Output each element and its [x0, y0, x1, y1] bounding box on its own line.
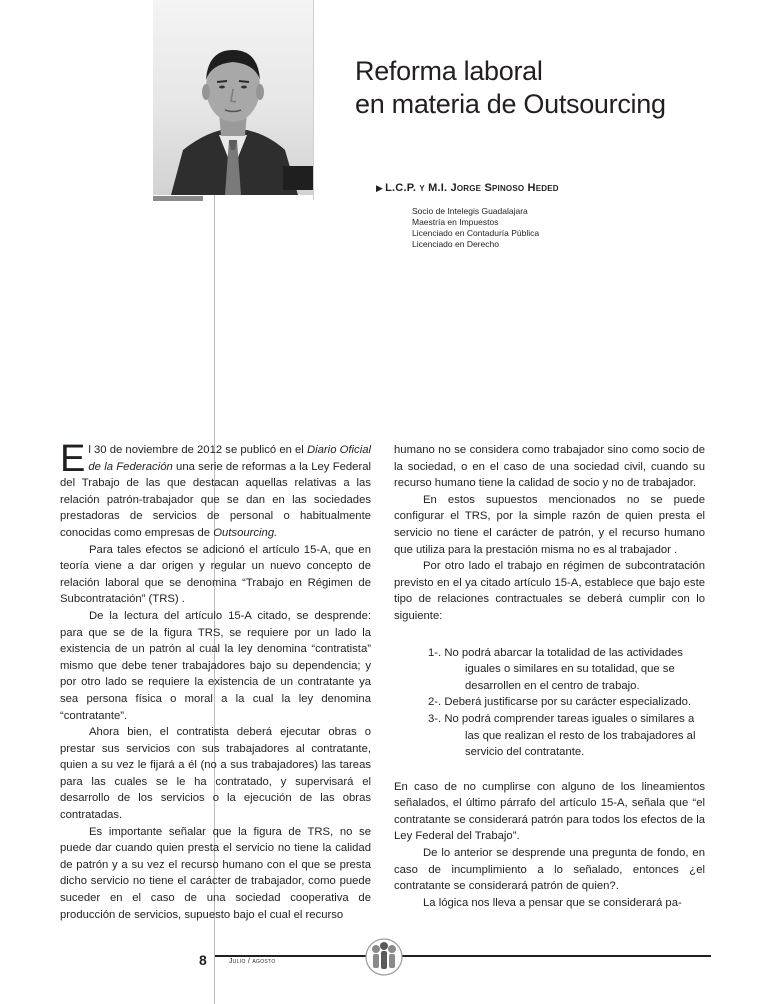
text-run-italic: Diario Oficial de la Federación [88, 444, 372, 473]
credential-line: Socio de Intelegis Guadalajara [412, 206, 528, 216]
paragraph: Por otro lado el trabajo en régimen de subcontratación previsto en el ya citado artículo 15-A, establece que bajo este tipo de relaciones contractuales se deberá cumplir con lo siguiente: [394, 560, 705, 622]
paragraph: De lo anterior se desprende una pregunta de fondo, en caso de incumplimiento a lo señalado, entonces ¿el contratante se considerará patrón de quien?. [394, 847, 705, 893]
list-item: 1-. No podrá abarcar la totalidad de las actividades iguales o similares en su totalidad, que se desarrollen en el centro de trabajo. [428, 646, 683, 692]
author-byline [376, 182, 559, 194]
paragraph: En caso de no cumplirse con alguno de los lineamientos señalados, el último párrafo del artículo 15-A, señala que “el contratante se considerará patrón para todos los efectos de la Ley Federal del Trabajo”. [394, 780, 705, 843]
issue-date: Julio / agosto [229, 958, 276, 965]
title-line-1: Reforma laboral [355, 56, 543, 86]
paragraph: En estos supuestos mencionados no se puede configurar el TRS, por la simple razón de quien presta el servicio no tiene el carácter de patrón, y el recurso humano que utiliza para la prestación misma no es al trabajador . [394, 493, 705, 556]
author-name: L.C.P. y M.I. Jorge Spinoso Heded [385, 182, 559, 194]
title-line-2: en materia de Outsourcing [355, 89, 666, 119]
body-column-right [394, 442, 705, 911]
paragraph: humano no se considera como trabajador sino como socio de la sociedad, o en el caso de una sociedad civil, cuando su recurso humano tiene la calidad de socio y no de trabajador. [394, 444, 705, 490]
paragraph: Ahora bien, el contratista deberá ejecutar obras o prestar sus servicios con sus trabajadores al contratante, quien a su vez le fijará a él (no a sus trabajadores) las tareas para las cuales se le ha contratado, y supervisará el desarrollo de los servicios o la ejecución de las obras contratadas. [60, 726, 371, 822]
text-run-italic: Outsourcing. [213, 526, 278, 539]
publisher-logo-icon [362, 937, 406, 977]
photo-accent-bar [153, 196, 203, 201]
article-title [355, 55, 735, 121]
photo-accent-block [283, 166, 313, 190]
list-item: 2-. Deberá justificarse por su carácter especializado. [428, 696, 692, 709]
paragraph: De la lectura del artículo 15-A citado, se desprende: para que se de la figura TRS, se requiere por un lado la existencia de un patrón al cual la ley denomina “contratista” mismo que debe tener trabajadores bajo su dependencia; y por otro lado se requiere la existencia de un contratante ya sea persona física o moral a la cual la ley denomina “contratante”. [60, 609, 371, 722]
photo-frame-line [313, 0, 314, 200]
footer-rule [215, 955, 711, 957]
paragraph: Para tales efectos se adicionó el artículo 15-A, que en teoría viene a dar origen y regular un nuevo concepto de relación laboral que se denomina “Trabajo en Régimen de Subcontratación” (TRS) . [60, 543, 371, 606]
author-credentials [412, 206, 539, 250]
list-item: 3-. No podrá comprender tareas iguales o similares a las que realizan el resto de los trabajadores al servicio del contratante. [428, 712, 696, 759]
requirements-list [394, 645, 705, 761]
credential-line: Licenciado en Contaduría Pública [412, 228, 540, 238]
body-column-left [60, 438, 372, 923]
credential-line: Licenciado en Derecho [412, 239, 499, 249]
paragraph: Es importante señalar que la figura de TRS, no se puede dar cuando quien presta el servicio no tiene la calidad de patrón y a su vez el recurso humano con el que se presta dicho servicio no tiene el carácter de trabajador, como puede suceder en el caso de una sociedad cooperativa de producción de servicios, supuesto bajo el cual el recurso [60, 825, 371, 921]
drop-cap: E [60, 438, 86, 480]
text-run: una serie de reformas a la Ley Federal del Trabajo de las que destacan aquellas relativas a las relación patrón-trabajador que se dan en las sociedades prestadoras de servicios de personal o habitualmente conocidas como empresas de [60, 460, 372, 539]
paragraph: La lógica nos lleva a pensar que se considerará pa- [423, 896, 682, 909]
paragraph [60, 438, 372, 542]
page-number: 8 [199, 952, 207, 968]
text-run: l 30 de noviembre de 2012 se publicó en el [88, 444, 307, 456]
triangle-bullet-icon: ▶ [376, 183, 384, 193]
credential-line: Maestría en Impuestos [412, 217, 499, 227]
